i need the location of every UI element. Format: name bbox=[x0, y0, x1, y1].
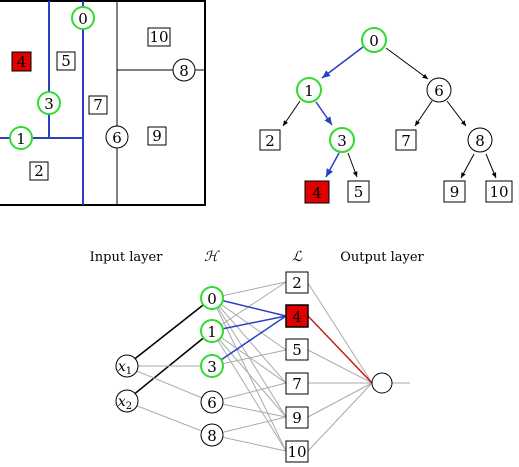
leaf-box-7-label: 7 bbox=[292, 375, 302, 393]
partition-panel bbox=[0, 1, 205, 205]
tree-edge-1-3 bbox=[316, 102, 332, 125]
hidden-node-6-label: 6 bbox=[207, 394, 217, 412]
layer-label-input: Input layer bbox=[89, 250, 163, 265]
partition-leaf-9-label: 9 bbox=[152, 127, 162, 145]
partition-node-1-label: 1 bbox=[16, 130, 26, 148]
partition-leaf-4-label: 4 bbox=[16, 53, 27, 71]
leaf-box-9-label: 9 bbox=[292, 409, 302, 427]
tree-edge-1-2 bbox=[283, 101, 300, 126]
tree-node-1-label: 1 bbox=[304, 82, 314, 100]
tree-edge-0-6 bbox=[386, 48, 428, 79]
tree-edge-0-1 bbox=[322, 47, 363, 78]
leaf-box-2-label: 2 bbox=[292, 274, 302, 292]
hidden-node-0-label: 0 bbox=[207, 290, 217, 308]
network-panel bbox=[90, 249, 425, 462]
partition-node-8-label: 8 bbox=[179, 62, 189, 80]
partition-leaf-5-label: 5 bbox=[61, 52, 71, 70]
hidden-node-3-label: 3 bbox=[207, 358, 217, 376]
leaf-box-5-label: 5 bbox=[292, 341, 302, 359]
leaf-output-edges bbox=[308, 283, 372, 451]
tree-edge-8-10 bbox=[486, 154, 496, 178]
tree-leaf-5-label: 5 bbox=[353, 183, 364, 201]
partition-node-0-label: 0 bbox=[78, 10, 88, 28]
input-edge-x2-h8 bbox=[127, 402, 212, 435]
tree-node-3-label: 3 bbox=[337, 132, 347, 150]
hidden-node-1-label: 1 bbox=[207, 323, 217, 341]
tree-node-8-label: 8 bbox=[475, 132, 485, 150]
tree-leaf-9-label: 9 bbox=[449, 183, 460, 201]
tree-edge-6-7 bbox=[415, 101, 432, 126]
partition-leaf-2-label: 2 bbox=[34, 162, 44, 180]
tree-edge-3-4 bbox=[326, 153, 339, 177]
tree-edge-8-9 bbox=[461, 154, 474, 178]
active-leaf-output-edge bbox=[308, 316, 372, 383]
tree-node-6-label: 6 bbox=[434, 82, 444, 100]
partition-leaf-7-label: 7 bbox=[93, 96, 103, 114]
partition-node-3-label: 3 bbox=[44, 95, 54, 113]
input-node-x2-label: $x_2$ bbox=[117, 394, 133, 412]
partition-leaf-10-label: 10 bbox=[149, 28, 169, 46]
tree-leaf-4-label: 4 bbox=[312, 184, 322, 202]
tree-panel bbox=[260, 28, 512, 203]
tree-leaf-2-label: 2 bbox=[265, 132, 275, 150]
layer-label-leaf: ℒ bbox=[291, 249, 303, 265]
hidden-node-8-label: 8 bbox=[207, 427, 217, 445]
partition-node-6-label: 6 bbox=[112, 129, 122, 147]
output-node bbox=[372, 373, 392, 393]
input-edge-x1-h6 bbox=[127, 367, 212, 402]
input-edge-x1-h0 bbox=[127, 298, 212, 365]
leaf-box-4-label: 4 bbox=[292, 308, 302, 326]
tree-node-0-label: 0 bbox=[369, 32, 379, 50]
layer-label-output: Output layer bbox=[340, 250, 424, 265]
tree-edge-6-8 bbox=[447, 101, 466, 126]
leaf-box-10-label: 10 bbox=[287, 443, 307, 461]
tree-leaf-10-label: 10 bbox=[489, 183, 509, 201]
input-node-x1-label: $x_1$ bbox=[117, 359, 133, 377]
layer-label-hidden: ℋ bbox=[204, 249, 218, 265]
tree-leaf-7-label: 7 bbox=[401, 132, 411, 150]
tree-edge-3-5 bbox=[348, 153, 357, 177]
